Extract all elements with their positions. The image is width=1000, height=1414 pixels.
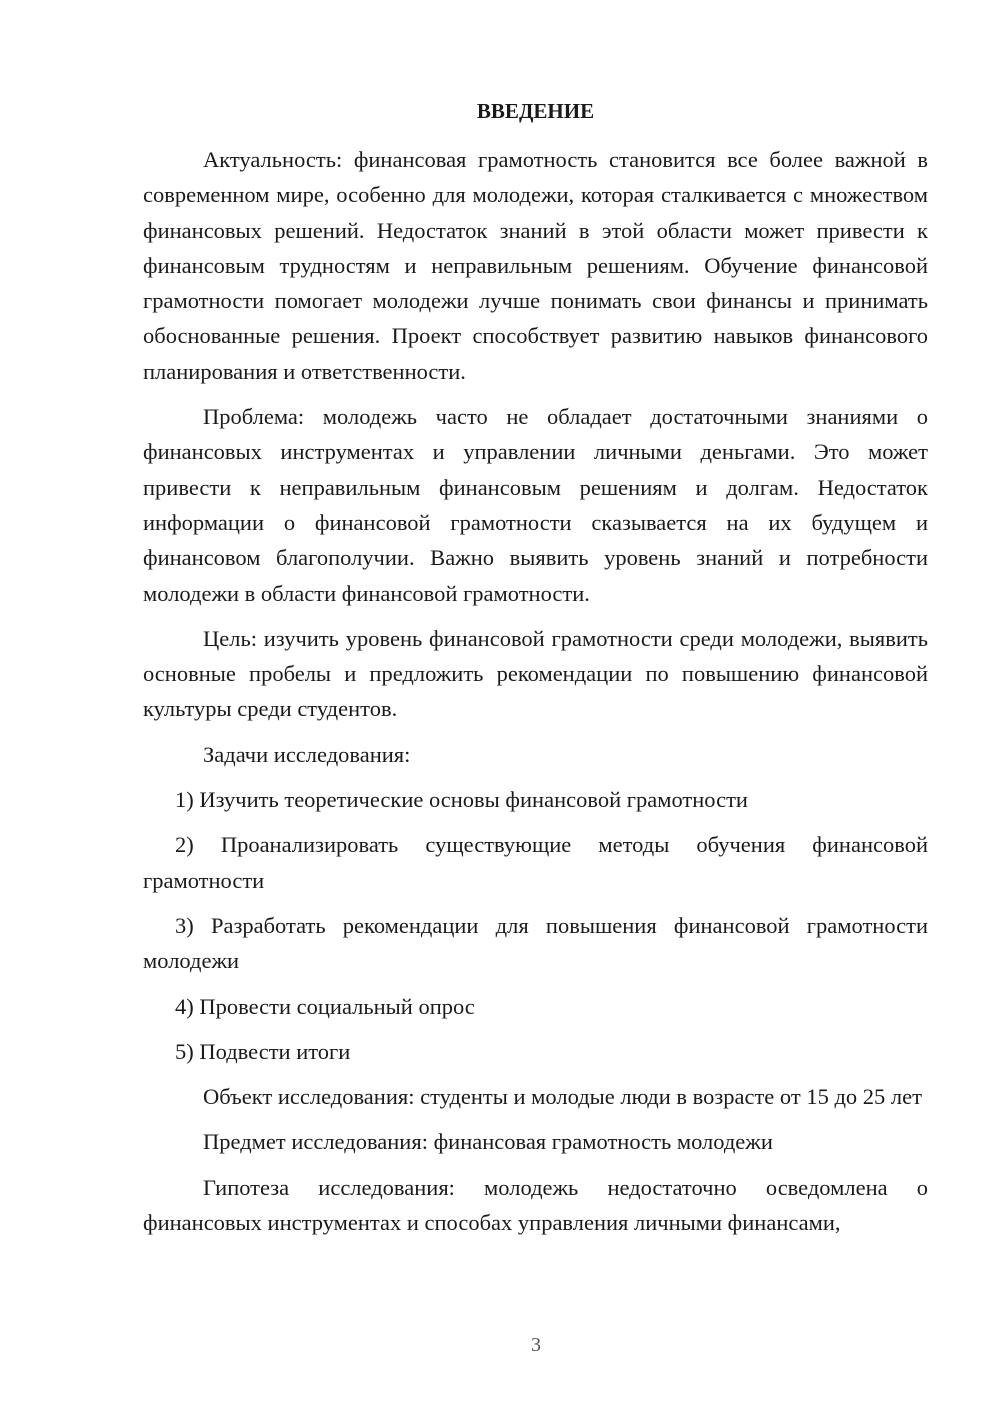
goal-paragraph: Цель: изучить уровень финансовой грамотности среди молодежи, выявить основные пробелы и предложить рекомендации по повышению финансовой культуры среди студентов. — [143, 625, 928, 722]
task-item-3: 3) Разработать рекомендации для повышения финансовой грамотности молодежи — [143, 912, 928, 974]
problem-paragraph: Проблема: молодежь часто не обладает достаточными знаниями о финансовых инструментах и управлении личными деньгами. Это может привести к неправильным финансовым решениям и долгам. Недостаток информации о финансовой грамотности сказывается на их будущем и финансовом благополучии. Важно выявить уровень знаний и потребности молодежи в области финансовой грамотности. — [143, 404, 928, 606]
task-item-2: 2) Проанализировать существующие методы обучения финансовой грамотности — [143, 832, 928, 893]
task-item-1: 1) Изучить теоретические основы финансовой грамотности — [175, 787, 748, 813]
object-paragraph: Объект исследования: студенты и молодые люди в возрасте от 15 до 25 лет — [203, 1084, 922, 1110]
task-item-4: 4) Провести социальный опрос — [175, 993, 475, 1019]
section-title: ВВЕДЕНИЕ — [476, 99, 595, 123]
document-page — [143, 94, 928, 1240]
page-number: 3 — [531, 1334, 541, 1356]
relevance-paragraph: Актуальность: финансовая грамотность становится все более важной в современном мире, особенно для молодежи, которая сталкивается с множеством финансовых решений. Недостаток знаний в этой области может привести к финансовым трудностям и неправильным решениям. Обучение финансовой грамотности помогает молодежи лучше понимать свои финансы и принимать обоснованные решения. Проект способствует развитию навыков финансового планирования и ответственности. — [143, 147, 928, 384]
tasks-heading: Задачи исследования: — [203, 741, 411, 767]
hypothesis-paragraph: Гипотеза исследования: молодежь недостаточно осведомлена о финансовых инструментах и способах управления личными финансами, — [143, 1174, 928, 1236]
task-item-5: 5) Подвести итоги — [175, 1038, 351, 1064]
subject-paragraph: Предмет исследования: финансовая грамотность молодежи — [203, 1129, 773, 1155]
